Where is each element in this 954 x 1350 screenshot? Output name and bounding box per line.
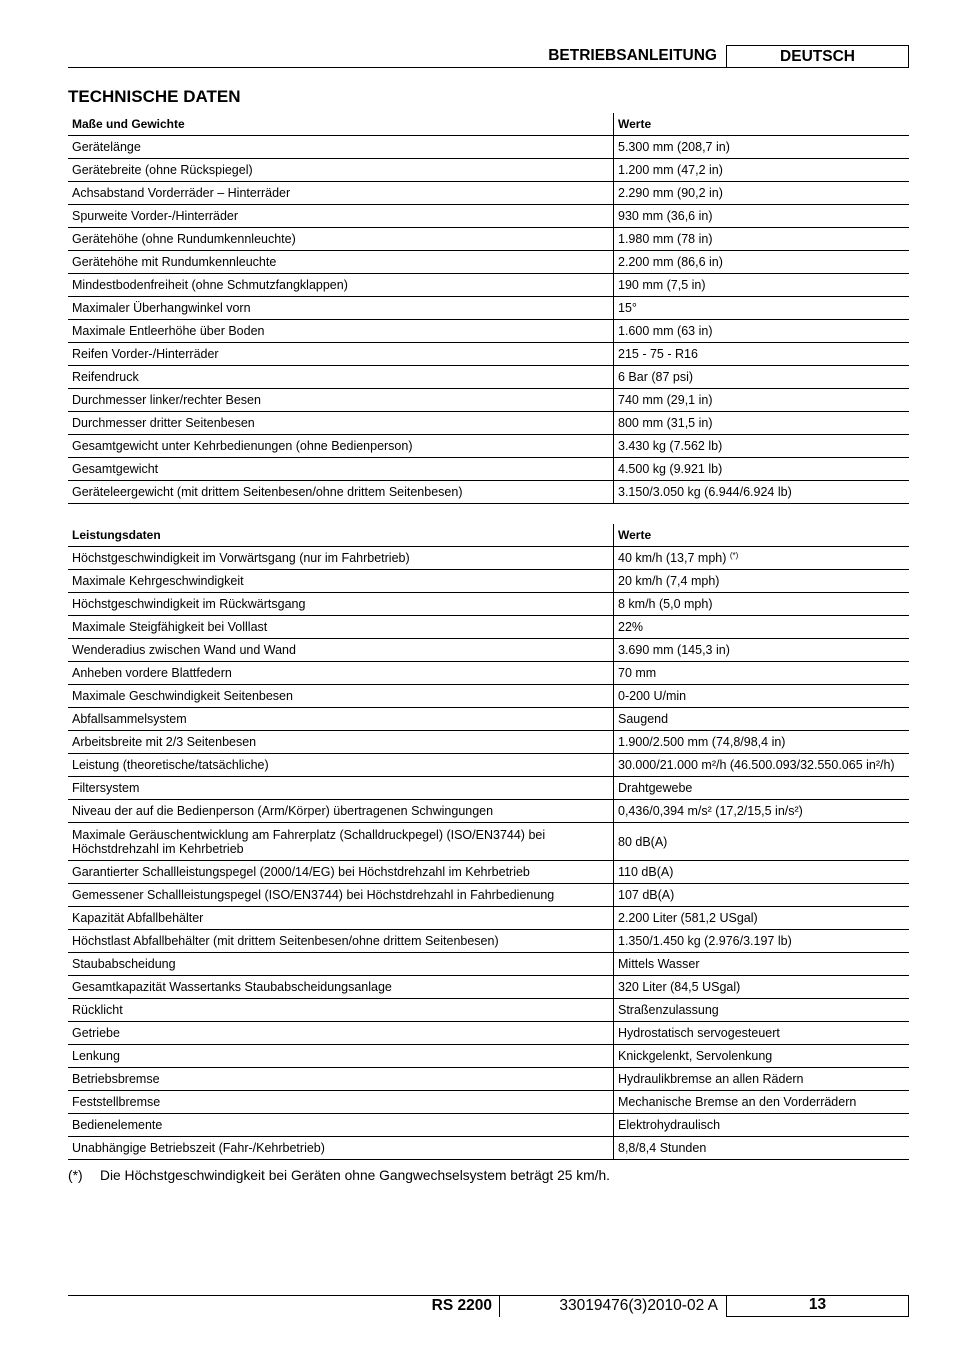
spec-value-text: 2.200 mm (86,6 in) [618, 255, 723, 269]
table-row [68, 777, 909, 800]
spec-value-text: 4.500 kg (9.921 lb) [618, 462, 723, 476]
table-row [68, 412, 909, 435]
spec-value [614, 435, 910, 458]
spec-value-text: Hydrostatisch servogesteuert [618, 1026, 780, 1040]
spec-value [614, 274, 910, 297]
spec-value [614, 1091, 910, 1114]
spec-label: Maximale Kehrgeschwindigkeit [68, 570, 614, 593]
table-row [68, 435, 909, 458]
spec-value-text: 15° [618, 301, 637, 315]
spec-value-text: 107 dB(A) [618, 888, 675, 902]
spec-label: Reifendruck [68, 366, 614, 389]
spec-label: Höchstlast Abfallbehälter (mit drittem Seitenbesen/ohne drittem Seitenbesen) [68, 930, 614, 953]
spec-value-text: 20 km/h (7,4 mph) [618, 574, 720, 588]
spec-value [614, 481, 910, 504]
spec-label: Wenderadius zwischen Wand und Wand [68, 639, 614, 662]
spec-value [614, 343, 910, 366]
spec-value-text: 6 Bar (87 psi) [618, 370, 694, 384]
spec-label: Abfallsammelsystem [68, 708, 614, 731]
spec-value [614, 616, 910, 639]
spec-label: Achsabstand Vorderräder – Hinterräder [68, 182, 614, 205]
spec-value-text: 800 mm (31,5 in) [618, 416, 713, 430]
footnote-reference: (*) [729, 551, 739, 560]
spec-value [614, 639, 910, 662]
table-row [68, 639, 909, 662]
spec-value [614, 412, 910, 435]
table-row [68, 205, 909, 228]
spec-label: Niveau der auf die Bedienperson (Arm/Körper) übertragenen Schwingungen [68, 800, 614, 823]
language-label: DEUTSCH [726, 45, 909, 67]
table-row [68, 570, 909, 593]
spec-label: Garantierter Schallleistungspegel (2000/14/EG) bei Höchstdrehzahl im Kehrbetrieb [68, 861, 614, 884]
spec-label: Gemessener Schallleistungspegel (ISO/EN3744) bei Höchstdrehzahl in Fahrbedienung [68, 884, 614, 907]
spec-value-text: Elektrohydraulisch [618, 1118, 721, 1132]
spec-value-text: 1.980 mm (78 in) [618, 232, 713, 246]
spec-label: Feststellbremse [68, 1091, 614, 1114]
spec-value-text: 8,8/8,4 Stunden [618, 1141, 707, 1155]
table-row [68, 930, 909, 953]
spec-label: Lenkung [68, 1045, 614, 1068]
spec-value-text: Straßenzulassung [618, 1003, 719, 1017]
table-header-value: Werte [614, 524, 910, 547]
table-row [68, 136, 909, 159]
spec-label: Maximale Geschwindigkeit Seitenbesen [68, 685, 614, 708]
spec-label: Leistung (theoretische/tatsächliche) [68, 754, 614, 777]
spec-value-text: 1.350/1.450 kg (2.976/3.197 lb) [618, 934, 792, 948]
spec-value-text: 320 Liter (84,5 USgal) [618, 980, 741, 994]
table-row [68, 1114, 909, 1137]
spec-label: Höchstgeschwindigkeit im Rückwärtsgang [68, 593, 614, 616]
spec-value-text: Mittels Wasser [618, 957, 700, 971]
spec-value-text: 5.300 mm (208,7 in) [618, 140, 730, 154]
spec-label: Gerätebreite (ohne Rückspiegel) [68, 159, 614, 182]
spec-label: Gesamtkapazität Wassertanks Staubabscheidungsanlage [68, 976, 614, 999]
spec-value [614, 685, 910, 708]
spec-label: Gesamtgewicht unter Kehrbedienungen (ohne Bedienperson) [68, 435, 614, 458]
spec-value [614, 731, 910, 754]
spec-value [614, 777, 910, 800]
spec-label: Arbeitsbreite mit 2/3 Seitenbesen [68, 731, 614, 754]
spec-value [614, 182, 910, 205]
table-row [68, 320, 909, 343]
table-row [68, 343, 909, 366]
spec-value [614, 136, 910, 159]
spec-value-text: 2.290 mm (90,2 in) [618, 186, 723, 200]
table-row [68, 366, 909, 389]
performance-data-body [68, 524, 909, 1160]
spec-value-text: 0-200 U/min [618, 689, 687, 703]
spec-value-text: 80 dB(A) [618, 834, 668, 849]
spec-value [614, 159, 910, 182]
model-name: RS 2200 [431, 1297, 492, 1314]
spec-value-text: 22% [618, 620, 644, 634]
manual-title: BETRIEBSANLEITUNG [548, 47, 717, 64]
spec-value [614, 547, 910, 570]
table-row [68, 458, 909, 481]
spec-value [614, 754, 910, 777]
table-row [68, 182, 909, 205]
spec-value [614, 976, 910, 999]
spec-value [614, 389, 910, 412]
table-row [68, 1022, 909, 1045]
spec-value [614, 228, 910, 251]
spec-label: Durchmesser linker/rechter Besen [68, 389, 614, 412]
spec-value-text: 2.200 Liter (581,2 USgal) [618, 911, 758, 925]
spec-value [614, 1114, 910, 1137]
spec-value [614, 823, 910, 861]
table-row [68, 685, 909, 708]
spec-value [614, 800, 910, 823]
spec-value [614, 1045, 910, 1068]
spec-value-text: 70 mm [618, 666, 657, 680]
spec-value [614, 1137, 910, 1160]
spec-value-text: 30.000/21.000 m²/h (46.500.093/32.550.065 in²/h) [618, 758, 895, 772]
spec-value [614, 930, 910, 953]
table-row [68, 481, 909, 504]
spec-label: Geräteleergewicht (mit drittem Seitenbesen/ohne drittem Seitenbesen) [68, 481, 614, 504]
spec-value-text: 40 km/h (13,7 mph) [618, 551, 727, 565]
spec-value [614, 320, 910, 343]
spec-value-text: 1.200 mm (47,2 in) [618, 163, 723, 177]
footnote-text: Die Höchstgeschwindigkeit bei Geräten ohne Gangwechselsystem beträgt 25 km/h. [100, 1168, 610, 1183]
table-header-row [68, 113, 909, 136]
spec-value-text: 3.150/3.050 kg (6.944/6.924 lb) [618, 485, 792, 499]
spec-value-text: Drahtgewebe [618, 781, 693, 795]
table-row [68, 800, 909, 823]
spec-value [614, 884, 910, 907]
section-title: TECHNISCHE DATEN [68, 87, 241, 106]
spec-value-text: 110 dB(A) [618, 865, 674, 879]
table-row [68, 389, 909, 412]
spec-label: Rücklicht [68, 999, 614, 1022]
table-row [68, 976, 909, 999]
table-row [68, 1068, 909, 1091]
table-row [68, 861, 909, 884]
table-row [68, 662, 909, 685]
table-row [68, 228, 909, 251]
table-row [68, 251, 909, 274]
spec-value-text: Saugend [618, 712, 669, 726]
performance-data-table [68, 524, 909, 1160]
spec-value-text: 215 - 75 - R16 [618, 347, 698, 361]
spec-value-text: 3.690 mm (145,3 in) [618, 643, 730, 657]
spec-label: Gesamtgewicht [68, 458, 614, 481]
spec-value [614, 297, 910, 320]
footnote [68, 1168, 610, 1183]
spec-value [614, 907, 910, 930]
spec-value-text: 8 km/h (5,0 mph) [618, 597, 713, 611]
spec-label: Anheben vordere Blattfedern [68, 662, 614, 685]
table-header-label: Maße und Gewichte [68, 113, 614, 136]
table-row [68, 731, 909, 754]
table-row [68, 953, 909, 976]
spec-value-text: 740 mm (29,1 in) [618, 393, 713, 407]
spec-label: Getriebe [68, 1022, 614, 1045]
spec-label: Filtersystem [68, 777, 614, 800]
spec-label: Gerätehöhe (ohne Rundumkennleuchte) [68, 228, 614, 251]
spec-label: Gerätelänge [68, 136, 614, 159]
spec-value-text: Hydraulikbremse an allen Rädern [618, 1072, 804, 1086]
table-row [68, 708, 909, 731]
spec-value-text: Knickgelenkt, Servolenkung [618, 1049, 773, 1063]
spec-value [614, 205, 910, 228]
spec-label: Reifen Vorder-/Hinterräder [68, 343, 614, 366]
spec-value-text: Mechanische Bremse an den Vorderrädern [618, 1095, 857, 1109]
spec-label: Höchstgeschwindigkeit im Vorwärtsgang (nur im Fahrbetrieb) [68, 547, 614, 570]
table-row [68, 907, 909, 930]
footnote-mark: (*) [68, 1168, 83, 1183]
page-number: 13 [726, 1295, 909, 1317]
spec-value-text: 190 mm (7,5 in) [618, 278, 706, 292]
dimensions-weights-table [68, 113, 909, 504]
spec-label: Staubabscheidung [68, 953, 614, 976]
spec-value [614, 708, 910, 731]
spec-label: Betriebsbremse [68, 1068, 614, 1091]
spec-label: Spurweite Vorder-/Hinterräder [68, 205, 614, 228]
document-code: 33019476(3)2010-02 A [559, 1297, 718, 1314]
dimensions-weights-body [68, 113, 909, 504]
spec-label: Maximale Geräuschentwicklung am Fahrerplatz (Schalldruckpegel) (ISO/EN3744) bei Höchstdrehzahl im Kehrbetrieb [68, 823, 614, 861]
spec-label: Gerätehöhe mit Rundumkennleuchte [68, 251, 614, 274]
spec-value [614, 953, 910, 976]
spec-value-text: 1.900/2.500 mm (74,8/98,4 in) [618, 735, 786, 749]
spec-value [614, 861, 910, 884]
table-row [68, 274, 909, 297]
table-row [68, 593, 909, 616]
table-row [68, 616, 909, 639]
table-row [68, 547, 909, 570]
table-row [68, 884, 909, 907]
spec-value [614, 1022, 910, 1045]
spec-value [614, 593, 910, 616]
table-header-value: Werte [614, 113, 910, 136]
spec-value [614, 662, 910, 685]
table-header-label: Leistungsdaten [68, 524, 614, 547]
spec-value [614, 458, 910, 481]
spec-value-text: 1.600 mm (63 in) [618, 324, 713, 338]
spec-label: Maximaler Überhangwinkel vorn [68, 297, 614, 320]
spec-label: Kapazität Abfallbehälter [68, 907, 614, 930]
spec-value [614, 251, 910, 274]
spec-value [614, 366, 910, 389]
header-rule [68, 67, 909, 68]
spec-value [614, 570, 910, 593]
table-header-row [68, 524, 909, 547]
table-row [68, 1091, 909, 1114]
table-row [68, 754, 909, 777]
spec-value-text: 0,436/0,394 m/s² (17,2/15,5 in/s²) [618, 804, 803, 818]
table-row [68, 159, 909, 182]
table-row [68, 297, 909, 320]
table-row [68, 823, 909, 861]
spec-label: Bedienelemente [68, 1114, 614, 1137]
spec-label: Unabhängige Betriebszeit (Fahr-/Kehrbetrieb) [68, 1137, 614, 1160]
spec-value-text: 930 mm (36,6 in) [618, 209, 713, 223]
spec-label: Mindestbodenfreiheit (ohne Schmutzfangklappen) [68, 274, 614, 297]
spec-label: Durchmesser dritter Seitenbesen [68, 412, 614, 435]
spec-value [614, 999, 910, 1022]
table-row [68, 1045, 909, 1068]
spec-label: Maximale Steigfähigkeit bei Volllast [68, 616, 614, 639]
spec-label: Maximale Entleerhöhe über Boden [68, 320, 614, 343]
table-row [68, 999, 909, 1022]
spec-value [614, 1068, 910, 1091]
spec-value-text: 3.430 kg (7.562 lb) [618, 439, 723, 453]
table-row [68, 1137, 909, 1160]
